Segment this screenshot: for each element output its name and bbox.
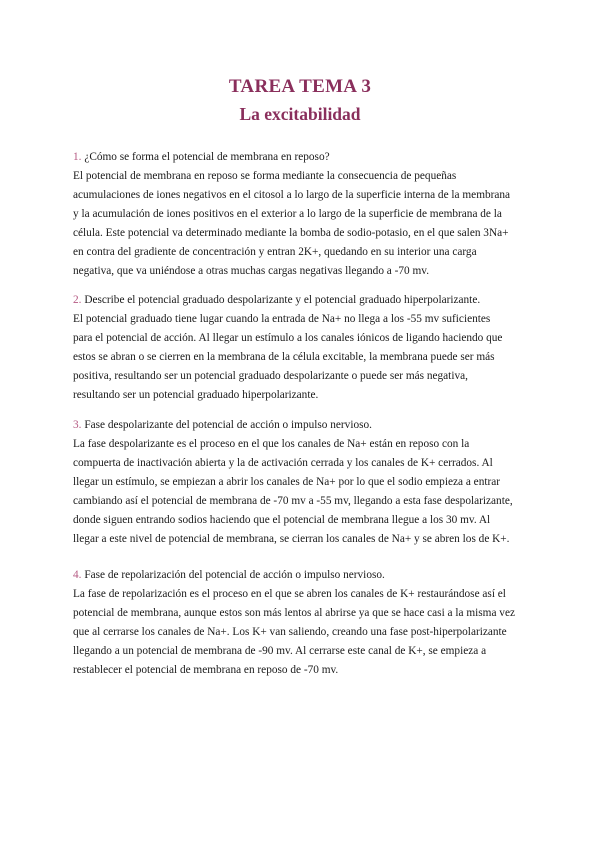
section-1-line: El potencial de membrana en reposo se forma mediante la consecuencia de pequeñas — [73, 170, 457, 182]
section-4-line: potencial de membrana, aunque estos son más lentos al abrirse ya que se hace casi a la misma vez — [73, 607, 515, 619]
section-3-line: llegar a este nivel de potencial de membrana, se cierran los canales de Na+ y se abren los de K+. — [73, 533, 510, 545]
section-1-line: acumulaciones de iones negativos en el citosol a lo largo de la superficie interna de la membrana — [73, 189, 511, 201]
section-3-line: llegar un estímulo, se empiezan a abrir los canales de Na+ por lo que el sodio empieza a entrar — [73, 476, 501, 488]
section-3 — [73, 416, 535, 549]
section-3-question-text: Fase despolarizante del potencial de acción o impulso nervioso. — [84, 419, 372, 431]
section-3-line: La fase despolarizante es el proceso en el que los canales de Na+ están en reposo con la — [73, 438, 470, 450]
section-2-question-text: Describe el potencial graduado despolarizante y el potencial graduado hiperpolarizante. — [84, 294, 481, 306]
section-3-line: compuerta de inactivación abierta y la de activación cerrada y los canales de K+ cerrados. Al — [73, 457, 493, 469]
section-1-line: célula. Este potencial va determinado mediante la bomba de sodio-potasio, en el que salen 3Na+ — [73, 227, 509, 239]
section-2-number: 2. — [73, 294, 82, 306]
section-1-line: negativa, que va uniéndose a otras muchas cargas negativas llegando a -70 mv. — [73, 265, 430, 277]
section-2-question — [73, 291, 535, 310]
section-4-line: que al cerrarse los canales de Na+. Los K+ van saliendo, creando una fase post-hiperpolarizante — [73, 626, 507, 638]
section-2-line: estos se abran o se cierren en la membrana de la célula excitable, la membrana puede ser más — [73, 351, 495, 363]
section-3-number: 3. — [73, 419, 82, 431]
section-4 — [73, 566, 535, 680]
section-2-line: positiva, resultando ser un potencial graduado despolarizante o puede ser más negativa, — [73, 370, 468, 382]
section-1-question-text: ¿Cómo se forma el potencial de membrana en reposo? — [84, 151, 330, 163]
document-title: TAREA TEMA 3 — [228, 76, 372, 97]
section-2 — [73, 291, 535, 405]
section-2-line: resultando ser un potencial graduado hiperpolarizante. — [73, 389, 319, 401]
section-3-line: donde siguen entrando sodios haciendo que el potencial de membrana llegue a los 30 mv. Al — [73, 514, 491, 526]
section-3-line: cambiando así el potencial de membrana de -70 mv a -55 mv, llegando a esta fase despolarizante, — [73, 495, 513, 507]
section-1-question — [73, 148, 535, 167]
section-1-line: y la acumulación de iones positivos en el exterior a lo largo de la superficie de membrana de la — [73, 208, 502, 220]
section-2-line: para el potencial de acción. Al llegar un estímulo a los canales iónicos de ligando haciendo que — [73, 332, 503, 344]
section-2-line: El potencial graduado tiene lugar cuando la entrada de Na+ no llega a los -55 mv suficientes — [73, 313, 491, 325]
section-4-line: llegando a un potencial de membrana de -90 mv. Al cerrarse este canal de K+, se empieza a — [73, 645, 487, 657]
section-4-line: La fase de repolarización es el proceso en el que se abren los canales de K+ restaurándose así el — [73, 588, 506, 600]
section-4-question — [73, 566, 535, 585]
section-1 — [73, 148, 535, 281]
section-4-question-text: Fase de repolarización del potencial de acción o impulso nervioso. — [84, 569, 385, 581]
section-1-number: 1. — [73, 151, 82, 163]
document-subtitle: La excitabilidad — [239, 104, 361, 124]
section-4-line: restablecer el potencial de membrana en reposo de -70 mv. — [73, 664, 339, 676]
section-4-number: 4. — [73, 569, 82, 581]
section-3-question — [73, 416, 535, 435]
section-1-line: en contra del gradiente de concentración y entran 2K+, quedando en su interior una carga — [73, 246, 477, 258]
